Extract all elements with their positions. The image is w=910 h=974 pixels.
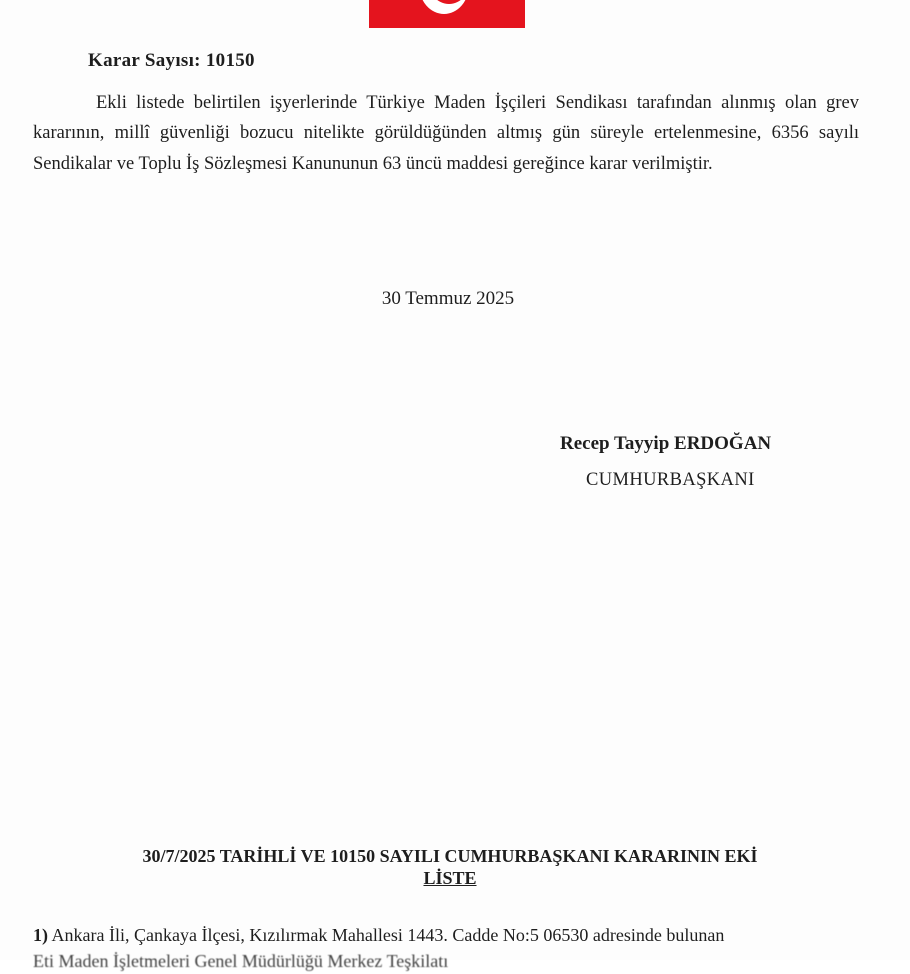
decision-body-paragraph: Ekli listede belirtilen işyerlerinde Türkiye Maden İşçileri Sendikası tarafından alınmış olan grev kararının, millî güvenliği bozucu nitelikte görüldüğünden altmış gün süreyle ertelenmesine, 6356 sayılı Sendikalar ve Toplu İş Sözleşmesi Kanununun 63 üncü maddesi gereğince karar verilmiştir. bbox=[33, 93, 859, 174]
crescent-emblem-icon bbox=[369, 0, 525, 28]
decision-date: 30 Temmuz 2025 bbox=[381, 288, 515, 309]
signer-name: Recep Tayyip ERDOĞAN bbox=[560, 433, 772, 454]
list-item-number: 1) bbox=[33, 925, 48, 945]
annex-title-line: 30/7/2025 TARİHLİ VE 10150 SAYILI CUMHURBAŞKANI KARARININ EKİ bbox=[142, 846, 758, 866]
list-item-first-line bbox=[33, 922, 873, 948]
annex-list-heading: LİSTE bbox=[423, 868, 477, 888]
list-item bbox=[33, 922, 873, 974]
list-item-address: Ankara İli, Çankaya İlçesi, Kızılırmak Mahallesi 1443. Cadde No:5 06530 adresinde bulunan bbox=[51, 925, 725, 945]
signer-title: CUMHURBAŞKANI bbox=[586, 470, 755, 490]
annex-title bbox=[0, 845, 900, 889]
decision-number: Karar Sayısı: 10150 bbox=[88, 50, 255, 71]
list-item-second-line: Eti Maden İşletmeleri Genel Müdürlüğü Merkez Teşkilatı bbox=[33, 951, 449, 971]
